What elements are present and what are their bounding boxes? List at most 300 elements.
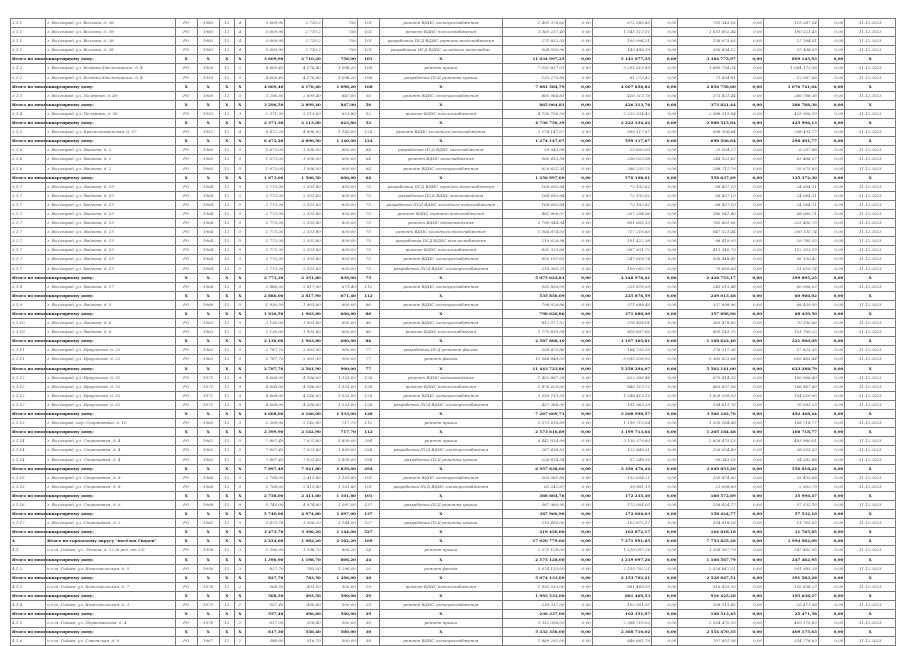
- table-cell: 12: [219, 601, 234, 610]
- table-cell: 31.12.2023: [845, 28, 896, 37]
- table-cell: 1978: [197, 619, 219, 628]
- table-cell: X: [197, 628, 219, 637]
- table-cell: 31.12.2023: [845, 373, 896, 382]
- table-cell: 0,00: [652, 491, 678, 500]
- table-cell: 2 773,30: [245, 255, 285, 264]
- table-cell: 4 608,00: [245, 391, 285, 400]
- table-cell: 1971: [197, 382, 219, 391]
- table-cell: 0,00: [652, 510, 678, 519]
- table-cell: 846 661,79: [592, 637, 651, 646]
- table-cell: 0,00: [737, 282, 763, 291]
- table-cell: 1 631 802,44: [678, 28, 737, 37]
- table-cell: 3.1.12: [11, 400, 46, 409]
- table-cell: 2: [234, 637, 245, 646]
- table-cell: 2 787,70: [245, 364, 285, 373]
- table-row: [11, 619, 896, 628]
- table-cell: 68 437,10: [678, 182, 737, 191]
- table-cell: 72 192,62: [592, 182, 651, 191]
- table-cell: 63 488,57: [764, 155, 819, 164]
- table-cell: 75: [357, 191, 379, 200]
- table-cell: 6 957 838,00: [502, 464, 566, 473]
- table-row: [11, 373, 896, 382]
- table-cell: 0,00: [737, 46, 763, 55]
- table-cell: 154 020,90: [764, 391, 819, 400]
- table-cell: 1 205 184,48: [678, 428, 737, 437]
- table-cell: 904 550,90: [502, 46, 566, 55]
- table-cell: X: [234, 591, 245, 600]
- table-cell: 0,00: [652, 582, 678, 591]
- table-cell: 0,00: [737, 364, 763, 373]
- table-cell: РО: [175, 519, 197, 528]
- table-cell: 0,00: [566, 582, 592, 591]
- table-cell: 399 895,25: [764, 273, 819, 282]
- table-cell: 294: [357, 464, 379, 473]
- table-cell: 0,00: [652, 164, 678, 173]
- table-cell: РО: [175, 164, 197, 173]
- table-cell: 839,00: [322, 273, 357, 282]
- table-cell: 11 034 997,25: [502, 55, 566, 64]
- table-cell: 56: [357, 100, 379, 109]
- table-cell: ремонт ВДИС электроснабжения: [379, 19, 502, 28]
- table-cell: 3 291 513,89: [592, 64, 651, 73]
- table-cell: 0,00: [818, 246, 844, 255]
- table-cell: Итого по многоквартирному дому:: [11, 528, 46, 537]
- table-cell: 5 385 823,64: [678, 355, 737, 364]
- table-cell: 865 064,81: [502, 100, 566, 109]
- table-cell: г. Волгоград, ул. Фадеева, д. 15: [46, 182, 176, 191]
- table-cell: п.г.т. Гидаев, ул. Ленина, д. 12 (в ред. от 25): [46, 546, 176, 555]
- table-row: [11, 28, 896, 37]
- table-cell: ремонт ВДИС теплоснабжения: [379, 328, 502, 337]
- table-cell: 0,00: [566, 391, 592, 400]
- table-cell: X: [175, 137, 197, 146]
- table-cell: X: [234, 100, 245, 109]
- table-cell: Итого по многоквартирному дому:: [11, 610, 46, 619]
- subtotal-row: [11, 491, 896, 500]
- table-cell: 0,00: [566, 55, 592, 64]
- table-cell: РО: [175, 582, 197, 591]
- table-cell: 2 351,80: [285, 255, 322, 264]
- table-cell: 0,00: [737, 264, 763, 273]
- table-cell: 3.1.7: [11, 264, 46, 273]
- table-cell: 1 396,90: [245, 546, 285, 555]
- table-cell: 600,00: [322, 310, 357, 319]
- table-cell: 294: [357, 437, 379, 446]
- table-cell: 139 474,00: [678, 473, 737, 482]
- table-cell: X: [219, 510, 234, 519]
- table-cell: 2 351,80: [285, 237, 322, 246]
- table-cell: 24 064,11: [764, 200, 819, 209]
- table-cell: 286 768,36: [764, 100, 819, 109]
- table-cell: 1964: [197, 200, 219, 209]
- table-cell: 1 903,80: [285, 310, 322, 319]
- table-cell: X: [219, 55, 234, 64]
- table-cell: 0,00: [737, 155, 763, 164]
- table-cell: 5: [234, 255, 245, 264]
- table-row: [11, 219, 896, 228]
- table-cell: 2 351,80: [285, 200, 322, 209]
- table-cell: X: [234, 510, 245, 519]
- table-cell: 2 773,30: [245, 182, 285, 191]
- table-cell: 75: [357, 237, 379, 246]
- table-cell: 839,00: [322, 219, 357, 228]
- table-cell: 2 787,70: [245, 355, 285, 364]
- table-cell: X: [219, 291, 234, 300]
- table-cell: г. Волгоград, ул. Иркутская, д. 32: [46, 391, 176, 400]
- table-cell: 124: [357, 128, 379, 137]
- table-cell: 0,00: [652, 346, 678, 355]
- table-cell: 0,00: [737, 482, 763, 491]
- table-row: [11, 637, 896, 646]
- table-cell: 483 980,01: [764, 437, 819, 446]
- table-cell: 2 113,00: [285, 109, 322, 118]
- table-cell: 4.1.2: [11, 564, 46, 573]
- table-row: [11, 319, 896, 328]
- table-cell: X: [197, 510, 219, 519]
- table-cell: 2 562,79: [764, 482, 819, 491]
- table-cell: 31.12.2023: [845, 382, 896, 391]
- table-cell: 102 872,17: [592, 519, 651, 528]
- table-cell: 2 142,90: [285, 419, 322, 428]
- table-cell: г. Волгоград, ул. Иркутская, д. 22: [46, 355, 176, 364]
- table-cell: 12: [219, 355, 234, 364]
- table-cell: разработка ПСД ВДИС горячего водоснабжения: [379, 182, 502, 191]
- table-cell: 5 740,00: [245, 500, 285, 509]
- table-cell: 0,00: [818, 228, 844, 237]
- table-cell: 1961: [197, 519, 219, 528]
- table-cell: X: [175, 628, 197, 637]
- table-cell: 527: [357, 528, 379, 537]
- table-cell: 75: [357, 228, 379, 237]
- table-cell: 334 778,63: [764, 637, 819, 646]
- table-cell: 5: [234, 200, 245, 209]
- table-cell: 5 093 558,92: [592, 355, 651, 364]
- table-cell: РО: [175, 219, 197, 228]
- table-cell: 0,00: [566, 91, 592, 100]
- table-cell: 30: [357, 619, 379, 628]
- table-cell: 31.12.2023: [845, 446, 896, 455]
- table-cell: 558 637,69: [678, 173, 737, 182]
- table-cell: РО: [175, 91, 197, 100]
- table-cell: 0,00: [566, 37, 592, 46]
- table-cell: X: [379, 291, 502, 300]
- table-cell: г. Волгоград, ул. Фадеева, д. 15: [46, 255, 176, 264]
- table-cell: 122 848,31: [592, 446, 651, 455]
- table-cell: 3 296,50: [245, 100, 285, 109]
- table-cell: 5: [234, 73, 245, 82]
- table-cell: 221 960,09: [764, 337, 819, 346]
- table-cell: 101: [357, 19, 379, 28]
- table-cell: 101: [357, 473, 379, 482]
- table-cell: РО: [175, 564, 197, 573]
- table-cell: 12: [219, 637, 234, 646]
- table-cell: г. Волгоград, ул. Иркутская, д. 32: [46, 400, 176, 409]
- table-cell: РО: [175, 19, 197, 28]
- table-cell: ремонт ВДИС электроснабжения: [379, 319, 502, 328]
- table-cell: 2 817,90: [285, 291, 322, 300]
- table-cell: 0,00: [566, 637, 592, 646]
- table-cell: 105 994,21: [592, 37, 651, 46]
- table-cell: 0,00: [652, 119, 678, 128]
- table-cell: 0,00: [566, 64, 592, 73]
- table-cell: 0,00: [652, 364, 678, 373]
- table-cell: 190 321,45: [764, 28, 819, 37]
- table-cell: 3 384 773,97: [678, 55, 737, 64]
- table-cell: 0,00: [566, 555, 592, 564]
- table-cell: ремонт ВДИС холодного водоснабжения: [379, 128, 502, 137]
- table-cell: 3.1.14: [11, 455, 46, 464]
- table-cell: ремонт ВДИС электроснабжения: [379, 300, 502, 309]
- table-cell: 2 773,30: [245, 264, 285, 273]
- table-cell: X: [379, 573, 502, 582]
- table-cell: 55 675,85: [764, 164, 819, 173]
- table-cell: 846 115,72: [592, 382, 651, 391]
- table-cell: ремонт ВДИС электроснабжения: [379, 91, 502, 100]
- table-cell: 1971: [197, 373, 219, 382]
- table-cell: г. Волгоград, ул. Фадеева, д. 15: [46, 237, 176, 246]
- table-cell: г. Волгоград, ул. Фадеева, д. 15: [46, 264, 176, 273]
- table-cell: 3.1.1: [11, 28, 46, 37]
- table-cell: 31.12.2023: [845, 264, 896, 273]
- table-cell: 1964: [197, 219, 219, 228]
- table-cell: 86: [357, 319, 379, 328]
- table-cell: 31.12.2023: [845, 46, 896, 55]
- table-cell: 1964: [197, 246, 219, 255]
- table-cell: X: [379, 137, 502, 146]
- table-cell: 5: [234, 455, 245, 464]
- table-cell: 556,40: [285, 619, 322, 628]
- table-cell: 0,00: [737, 355, 763, 364]
- table-cell: 70 190,86: [764, 319, 819, 328]
- table-cell: 12: [219, 437, 234, 446]
- table-cell: 5: [234, 446, 245, 455]
- table-cell: 0,00: [818, 200, 844, 209]
- table-cell: 1 930,50: [245, 300, 285, 309]
- table-cell: 0,00: [737, 164, 763, 173]
- table-cell: 363 478,65: [678, 319, 737, 328]
- table-cell: 4 608,00: [245, 400, 285, 409]
- table-cell: X: [234, 428, 245, 437]
- table-cell: 0,00: [652, 355, 678, 364]
- table-cell: X: [845, 137, 896, 146]
- table-cell: 2 351,80: [285, 191, 322, 200]
- table-cell: г. Волгоград, ул. Полярная, д. 36: [46, 109, 176, 118]
- table-row: [11, 255, 896, 264]
- table-cell: 0,00: [652, 464, 678, 473]
- table-cell: 101 422,38: [592, 237, 651, 246]
- table-cell: 0,00: [652, 500, 678, 509]
- table-cell: 9: [234, 382, 245, 391]
- table-cell: 3 530 733,53: [502, 391, 566, 400]
- table-cell: 0,00: [652, 19, 678, 28]
- table-cell: 1 495 376,60: [502, 19, 566, 28]
- table-cell: X: [219, 491, 234, 500]
- table-cell: 0,00: [566, 591, 592, 600]
- table-cell: X: [175, 555, 197, 564]
- table-cell: 11 765,65: [764, 528, 819, 537]
- table-cell: 5: [234, 91, 245, 100]
- table-cell: 1 108 567,79: [678, 546, 737, 555]
- table-cell: 2: [234, 619, 245, 628]
- table-cell: 1 930,50: [245, 310, 285, 319]
- table-cell: 25 850,93: [592, 146, 651, 155]
- table-cell: X: [379, 510, 502, 519]
- table-cell: 0,00: [566, 519, 592, 528]
- table-cell: 0,00: [818, 510, 844, 519]
- table-cell: 0,00: [818, 37, 844, 46]
- table-cell: 0,00: [737, 537, 763, 546]
- table-cell: 2 773,30: [245, 200, 285, 209]
- table-cell: 5: [234, 282, 245, 291]
- table-cell: 7 592 837,01: [502, 64, 566, 73]
- table-row: [11, 164, 896, 173]
- table-cell: 0,00: [818, 482, 844, 491]
- table-cell: разработка ПСД ВДИС газоснабжения: [379, 146, 502, 155]
- table-cell: X: [845, 628, 896, 637]
- table-cell: 0,00: [818, 355, 844, 364]
- subtotal-row: [11, 273, 896, 282]
- table-cell: 2 554 470,35: [678, 619, 737, 628]
- table-cell: 124: [357, 137, 379, 146]
- table-cell: 0,00: [737, 419, 763, 428]
- table-cell: X: [845, 55, 896, 64]
- table-cell: 0,00: [652, 637, 678, 646]
- table-cell: 0,00: [652, 100, 678, 109]
- table-cell: 411 340,79: [678, 246, 737, 255]
- table-cell: 1966: [197, 300, 219, 309]
- table-cell: X: [379, 537, 502, 546]
- table-cell: X: [379, 273, 502, 282]
- table-cell: X: [197, 82, 219, 91]
- table-cell: 2 573 616,89: [502, 428, 566, 437]
- subtotal-row: [11, 464, 896, 473]
- table-cell: 717,70: [322, 428, 357, 437]
- table-cell: 12: [219, 346, 234, 355]
- table-cell: 0,00: [566, 237, 592, 246]
- table-cell: 500,00: [322, 601, 357, 610]
- table-cell: 0,00: [818, 455, 844, 464]
- table-row: [11, 355, 896, 364]
- table-cell: 1964: [197, 264, 219, 273]
- table-cell: 0,00: [566, 446, 592, 455]
- table-cell: 500,00: [322, 619, 357, 628]
- table-cell: 0,00: [737, 500, 763, 509]
- table-cell: X: [175, 119, 197, 128]
- table-cell: 24 064,11: [764, 182, 819, 191]
- subtotal-row: [11, 55, 896, 64]
- table-cell: 0,00: [818, 255, 844, 264]
- table-cell: 3.1.7: [11, 255, 46, 264]
- table-cell: 916 425,20: [678, 582, 737, 591]
- table-cell: 1 197 305,61: [592, 337, 651, 346]
- subtotal-row: [11, 573, 896, 582]
- table-cell: ремонт ВДИС горячего водоснабжения: [379, 209, 502, 218]
- table-cell: 4 896,90: [285, 128, 322, 137]
- table-cell: 31.12.2023: [845, 155, 896, 164]
- table-cell: 29: [357, 582, 379, 591]
- table-cell: 1964: [197, 282, 219, 291]
- table-cell: 86: [357, 337, 379, 346]
- table-cell: г. Волгоград, ул. Краснознаменская, д. 57: [46, 128, 176, 137]
- table-cell: 225 876,59: [592, 282, 651, 291]
- table-cell: ремонт крыши: [379, 546, 502, 555]
- table-cell: 101: [357, 46, 379, 55]
- table-cell: 3 130 379,83: [592, 437, 651, 446]
- table-cell: 4 974,80: [285, 510, 322, 519]
- table-cell: 566 433,58: [502, 155, 566, 164]
- table-cell: X: [175, 273, 197, 282]
- table-cell: 2 224,60: [245, 537, 285, 546]
- table-cell: X: [379, 464, 502, 473]
- table-cell: 21 098,89: [678, 482, 737, 491]
- table-cell: 3 049 853,20: [678, 464, 737, 473]
- table-cell: 0,00: [818, 73, 844, 82]
- table-cell: 839,00: [322, 264, 357, 273]
- table-cell: 599 117,67: [592, 128, 651, 137]
- table-cell: разработка ПСД ВДИС водоотведения: [379, 191, 502, 200]
- table-cell: 818 897,60: [592, 328, 651, 337]
- table-cell: 839,00: [322, 237, 357, 246]
- table-cell: 0,00: [818, 119, 844, 128]
- table-cell: п.г.т. Гидаев, ул. Комсомольская, д. 3: [46, 601, 176, 610]
- table-cell: 3.1.6: [11, 146, 46, 155]
- table-cell: 2 371,30: [245, 109, 285, 118]
- table-cell: 12: [219, 164, 234, 173]
- table-cell: 1 168 622,40: [678, 337, 737, 346]
- table-cell: 3 208 998,57: [592, 410, 651, 419]
- table-cell: 371 688,40: [592, 300, 651, 309]
- table-cell: 1960: [197, 91, 219, 100]
- table-cell: 172 004,03: [592, 510, 651, 519]
- table-cell: 2 758,00: [245, 473, 285, 482]
- table-cell: 2: [234, 601, 245, 610]
- table-cell: 219 626,98: [502, 237, 566, 246]
- table-cell: РО: [175, 437, 197, 446]
- table-cell: 0,00: [818, 128, 844, 137]
- table-cell: 891 325,66: [502, 246, 566, 255]
- table-cell: 0,00: [652, 209, 678, 218]
- table-cell: 70 593,25: [764, 400, 819, 409]
- table-row: [11, 246, 896, 255]
- table-cell: 2 710,20: [285, 55, 322, 64]
- table-cell: 371 688,40: [592, 310, 651, 319]
- subtotal-row: [11, 137, 896, 146]
- table-cell: 0,00: [737, 182, 763, 191]
- table-cell: X: [379, 82, 502, 91]
- table-cell: 168 718,77: [764, 428, 819, 437]
- table-cell: 108: [357, 73, 379, 82]
- table-cell: 2 787,70: [245, 346, 285, 355]
- table-cell: ремонт ВДИС теплоснабжения: [379, 582, 502, 591]
- table-cell: 12: [219, 582, 234, 591]
- table-cell: 0,00: [566, 455, 592, 464]
- table-cell: разработка ПСД ВДИС холодного водоснабжения: [379, 200, 502, 209]
- table-cell: 1968: [197, 473, 219, 482]
- table-cell: 1 993 533,00: [502, 582, 566, 591]
- table-cell: 31.12.2023: [845, 564, 896, 573]
- table-cell: 0,00: [566, 491, 592, 500]
- table-cell: X: [197, 291, 219, 300]
- table-cell: 1 533,00: [322, 382, 357, 391]
- table-cell: РО: [175, 346, 197, 355]
- table-cell: 0,00: [652, 400, 678, 409]
- table-cell: Итого по многоквартирному дому:: [11, 337, 46, 346]
- table-cell: 0,00: [737, 191, 763, 200]
- table-cell: 4.1: [11, 546, 46, 555]
- table-cell: 75: [357, 255, 379, 264]
- table-cell: 0,00: [566, 464, 592, 473]
- table-cell: 623,80: [322, 109, 357, 118]
